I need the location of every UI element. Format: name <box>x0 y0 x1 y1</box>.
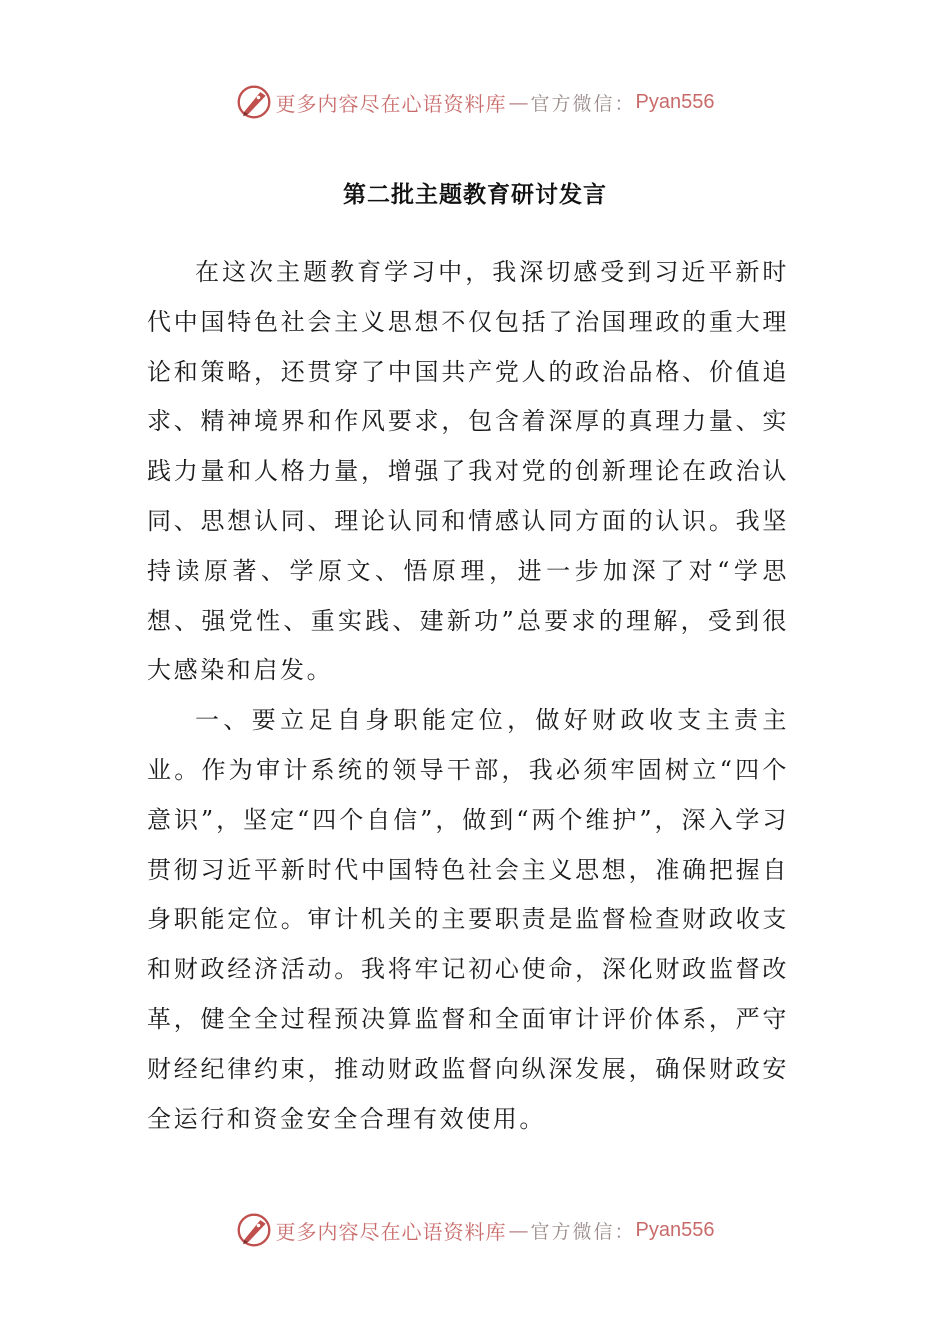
banner-wechat-id: Pyan556 <box>635 90 715 113</box>
banner-official-text: 官方微信： <box>530 92 636 115</box>
pen-nib-logo-icon <box>236 84 272 120</box>
banner-site-text: 更多内容尽在心语资料库 <box>275 91 507 116</box>
paragraph-intro: 在这次主题教育学习中，我深切感受到习近平新时代中国特色社会主义思想不仅包括了治国理政的重大理论和策略，还贯穿了中国共产党人的政治品格、价值追求、精神境界和作风要求，包含着深厚的真理力量、实践力量和人格力量，增强了我对党的创新理论在政治认同、思想认同、理论认同和情感认同方面的认识。我坚持读原著、学原文、悟原理，进一步加深了对“学思想、强党性、重实践、建新功”总要求的理解，受到很大感染和启发。 <box>147 258 789 685</box>
banner-site-text: 更多内容尽在心语资料库 <box>275 1219 507 1244</box>
banner-dash: — <box>508 1218 529 1242</box>
banner-dash: — <box>508 90 529 114</box>
paragraph-section-one: 一、要立足自身职能定位，做好财政收支主责主业。作为审计系统的领导干部，我必须牢固树立“四个意识”，坚定“四个自信”，做到“两个维护”，深入学习贯彻习近平新时代中国特色社会主义思想，准确把握自身职能定位。审计机关的主要职责是监督检查财政收支和财政经济活动。我将牢记初心使命，深化财政监督改革，健全全过程预决算监督和全面审计评价体系，严守财经纪律约束，推动财政监督向纵深发展，确保财政安全运行和资金安全合理有效使用。 <box>147 706 789 1133</box>
document-body <box>147 248 789 1144</box>
banner-official-text: 官方微信： <box>530 1220 636 1243</box>
document-title: 第二批主题教育研讨发言 <box>343 182 607 208</box>
banner-wechat-id: Pyan556 <box>635 1218 715 1241</box>
footer-banner <box>0 1210 950 1250</box>
header-banner <box>0 82 950 122</box>
pen-nib-logo-icon <box>236 1212 272 1248</box>
